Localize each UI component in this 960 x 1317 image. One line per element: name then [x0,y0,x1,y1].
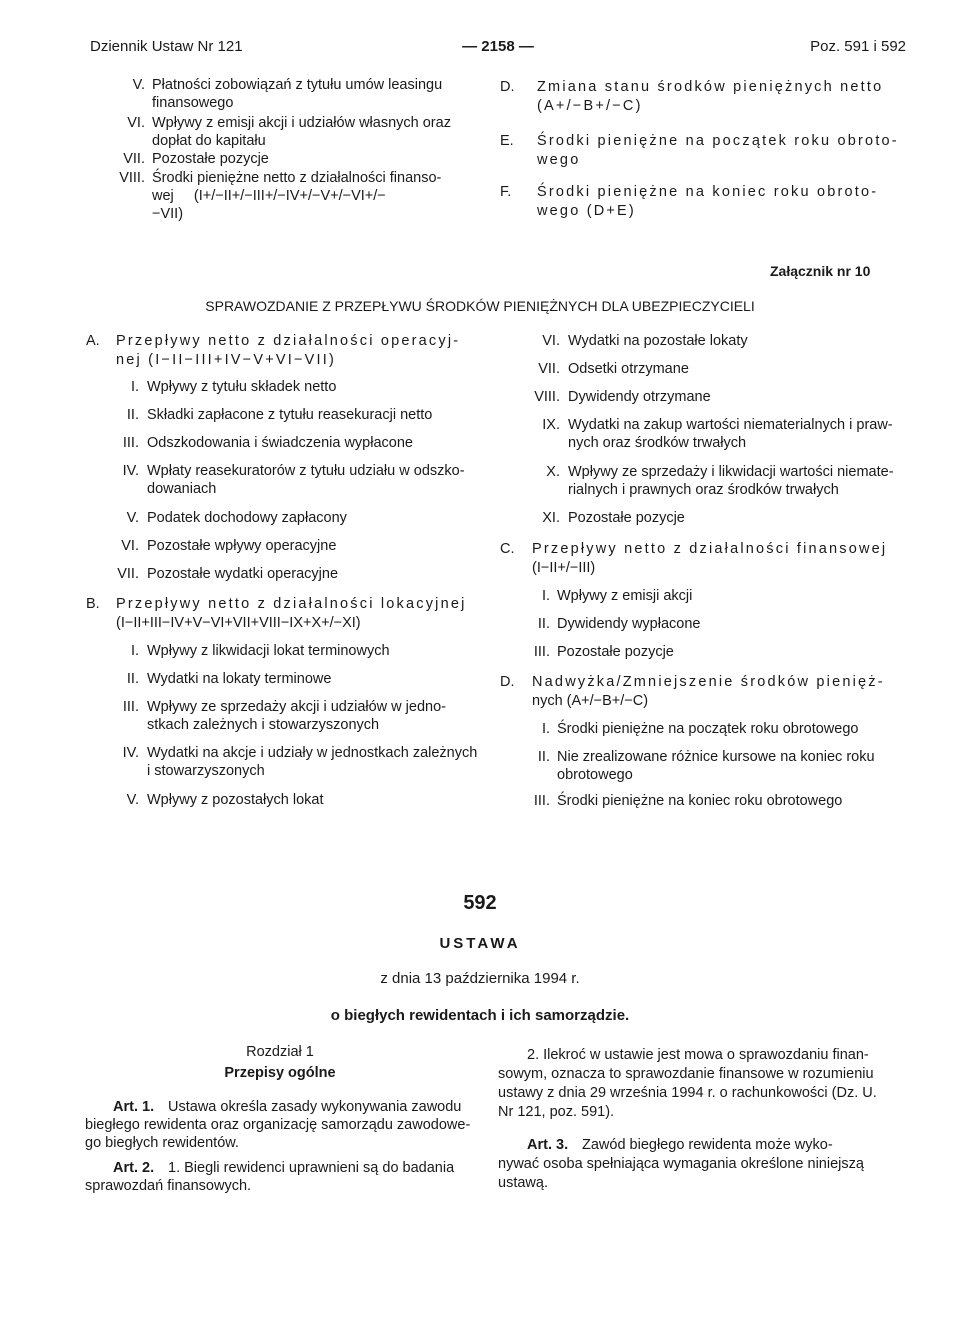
list-item-line: Płatności zobowiązań z tytułu umów leasingu [152,77,443,93]
item-line: Wpływy z tytułu składek netto [147,379,337,395]
item-number: I. [130,379,139,395]
item-line: Wydatki na lokaty terminowe [147,671,332,687]
journal-name: Dziennik Ustaw Nr 121 [90,38,243,55]
item-line: Wydatki na akcje i udziały w jednostkach zależnych [147,745,478,761]
item-number: VIII. [119,170,145,186]
item-number: II. [537,749,550,765]
list-item-line: dopłat do kapitału [152,133,266,149]
position-ref: Poz. 591 i 592 [810,38,906,55]
article-label: Art. 2. [113,1160,155,1176]
section-letter: C. [500,541,515,557]
item-line: Wpływy ze sprzedaży akcji i udziałów w jedno- [147,699,446,715]
chapter-title: Przepisy ogólne [224,1065,336,1081]
section-line: nej (I−II−III+IV−V+VI−VII) [116,352,337,368]
section-letter: E. [500,133,514,149]
item-number: XI. [542,510,560,526]
section-line: Zmiana stanu środków pieniężnych netto [537,79,884,95]
section-line: wego [537,152,581,168]
item-line: Odsetki otrzymane [568,361,689,377]
item-line: Nie zrealizowane różnice kursowe na koniec roku [557,749,875,765]
item-number: III. [533,793,550,809]
section-line: Przepływy netto z działalności finansowej [532,541,888,557]
item-number: V. [126,792,139,808]
list-item-line: Pozostałe pozycje [152,151,269,167]
item-number: III. [122,435,139,451]
section-line: (I−II+/−III) [532,560,596,576]
section-line: wego (D+E) [537,203,636,219]
annex-label: Załącznik nr 10 [770,263,871,279]
article-line: nywać osoba spełniająca wymagania określone niniejszą [498,1156,864,1172]
item-line: stkach zależnych i stowarzyszonych [147,717,380,733]
item-number: I. [541,721,550,737]
item-line: Wydatki na pozostałe lokaty [568,333,748,349]
section-line: Środki pieniężne na początek roku obroto- [537,133,899,149]
item-number: VIII. [534,389,560,405]
item-number: VII. [117,566,139,582]
item-line: Pozostałe pozycje [568,510,685,526]
act-title: o biegłych rewidentach i ich samorządzie. [330,1007,630,1024]
item-line: nych oraz środków trwałych [568,435,747,451]
article-label: Art. 1. [113,1099,155,1115]
act-type: USTAWA [439,935,521,952]
item-line: rialnych i prawnych oraz środków trwałych [568,482,839,498]
page-number: — 2158 — [462,38,534,55]
article-line: go biegłych rewidentów. [85,1135,239,1151]
item-number: III. [122,699,139,715]
item-number: I. [541,588,550,604]
section-line: Środki pieniężne na koniec roku obroto- [537,184,879,200]
item-number: III. [533,644,550,660]
item-line: Wydatki na zakup wartości niematerialnych i praw- [568,417,893,433]
chapter-number: Rozdział 1 [246,1044,314,1060]
item-number: VI. [542,333,560,349]
item-line: Wpływy z emisji akcji [557,588,693,604]
item-number: II. [126,671,139,687]
section-letter: D. [500,674,515,690]
section-letter: A. [86,333,100,349]
item-line: Składki zapłacone z tytułu reasekuracji netto [147,407,433,423]
item-line: Pozostałe pozycje [557,644,674,660]
report-title: SPRAWOZDANIE Z PRZEPŁYWU ŚRODKÓW PIENIĘŻNYCH DLA UBEZPIECZYCIELI [205,298,755,314]
section-line: Przepływy netto z działalności operacyj- [116,333,461,349]
article-line: ustawy z dnia 29 września 1994 r. o rachunkowości (Dz. U. [498,1085,877,1101]
list-item-line: Środki pieniężne netto z działalności finanso- [152,170,442,186]
item-line: Środki pieniężne na koniec roku obrotowego [557,793,843,809]
article-line: 1. Biegli rewidenci uprawnieni są do badania [168,1160,455,1176]
item-number: IX. [542,417,560,433]
article-line: biegłego rewidenta oraz organizację samorządu zawodowe- [85,1117,471,1133]
list-item-line: wej (I+/−II+/−III+/−IV+/−V+/−VI+/− [152,188,386,204]
article-line: ustawą. [498,1175,548,1191]
item-number: V. [132,77,145,93]
item-line: obrotowego [557,767,633,783]
article-label: Art. 3. [527,1137,569,1153]
item-number: I. [130,643,139,659]
section-line: Nadwyżka/Zmniejszenie środków pienięż- [532,674,885,690]
section-line: Przepływy netto z działalności lokacyjnej [116,596,467,612]
item-line: Dywidendy wypłacone [557,616,701,632]
item-line: Wpływy z pozostałych lokat [147,792,324,808]
article-line: Ustawa określa zasady wykonywania zawodu [168,1099,462,1115]
list-item-line: Wpływy z emisji akcji i udziałów własnych oraz [152,115,451,131]
item-number: VI. [121,538,139,554]
item-line: Wpływy z likwidacji lokat terminowych [147,643,390,659]
item-line: Wpłaty reasekuratorów z tytułu udziału w odszko- [147,463,465,479]
section-letter: D. [500,79,515,95]
article-line: 2. Ilekroć w ustawie jest mowa o sprawozdaniu finan- [527,1047,869,1063]
list-item-line: finansowego [152,95,234,111]
item-line: dowaniach [147,481,217,497]
article-line: sprawozdań finansowych. [85,1178,252,1194]
section-line: nych (A+/−B+/−C) [532,693,649,709]
item-line: Odszkodowania i świadczenia wypłacone [147,435,413,451]
section-line: (A+/−B+/−C) [537,98,643,114]
page-header [90,38,906,58]
item-line: Środki pieniężne na początek roku obrotowego [557,721,859,737]
item-number: VII. [538,361,560,377]
item-number: IV. [122,463,139,479]
section-letter: F. [500,184,512,200]
item-number: VII. [123,151,145,167]
act-date: z dnia 13 października 1994 r. [380,970,580,987]
list-item-line: −VII) [152,206,184,222]
article-line: Zawód biegłego rewidenta może wyko- [582,1137,833,1153]
item-line: Podatek dochodowy zapłacony [147,510,347,526]
section-letter: B. [86,596,100,612]
act-number: 592 [463,892,497,914]
article-line: Nr 121, poz. 591). [498,1104,615,1120]
item-line: Dywidendy otrzymane [568,389,711,405]
item-number: IV. [122,745,139,761]
item-line: Pozostałe wpływy operacyjne [147,538,337,554]
item-number: II. [126,407,139,423]
item-number: X. [546,464,560,480]
item-number: V. [126,510,139,526]
item-line: Wpływy ze sprzedaży i likwidacji wartości niemate- [568,464,894,480]
item-line: i stowarzyszonych [147,763,265,779]
section-line: (I−II+III−IV+V−VI+VII+VIII−IX+X+/−XI) [116,615,361,631]
item-line: Pozostałe wydatki operacyjne [147,566,339,582]
item-number: II. [537,616,550,632]
article-line: sowym, oznacza to sprawozdanie finansowe w rozumieniu [498,1066,874,1082]
item-number: VI. [127,115,145,131]
